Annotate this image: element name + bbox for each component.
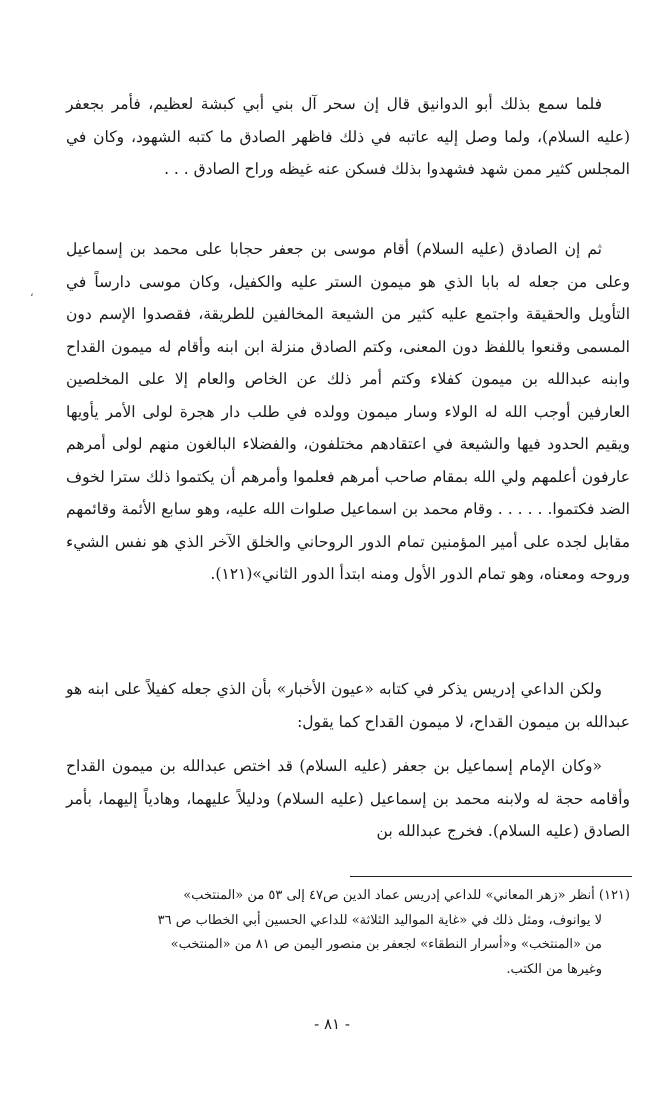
paragraph-3: ولكن الداعي إدريس يذكر في كتابه «عيون الأخبار» بأن الذي جعله كفيلاً على ابنه هو عبدالله بن ميمون القداح، لا ميمون القداح كما يقول: xyxy=(66,680,630,731)
footnote-divider xyxy=(350,876,632,877)
margin-mark: ، xyxy=(30,286,34,299)
footnote-line: (١٢١) أنظر «زهر المعاني» للداعي إدريس عماد الدين ص٤٧ إلى ٥٣ من «المنتخب» xyxy=(183,888,630,903)
paragraph-2: ثم إن الصادق (عليه السلام) أقام موسى بن جعفر حجابا على محمد بن إسماعيل وعلى من جعله له بابا الذي هو ميمون الستر عليه والكفيل، وكان موسى دارساً في التأويل والحقيقة واجتمع عليه كثير من الشيعة المخالفين للطريقة، فقصدوا الإسم دون المسمى وقنعوا باللفظ دون المعنى، وكتم الصادق منزلة ابن ابنه وأقام له ميمون القداح وابنه عبدالله بن ميمون كفلاء وكتم أمر ذلك عن الخاص والعام إلا على المخلصين العارفين أوجب الله له الولاء وسار ميمون وولده في طلب دار هجرة لولى الأمر يأويها ويقيم الحدود فيها والشيعة في اعتقادهم مختلفون، والفضلاء البالغون منهم لولى أمرهم عارفون أعلمهم ولي الله بمقام صاحب أمرهم فعلموا وأمرهم أن يكتموا ذلك سترا لخوف الضد فكتموا. . . . . . وقام محمد بن اسماعيل صلوات الله عليه، وهو سابع الأئمة وقائمهم مقابل لجده على أمير المؤمنين تمام الدور الروحاني والخلق الآخر الذي هو نفس الشيء وروحه ومعناه، وهو تمام الدور الأول ومنه ابتدأ الدور الثاني»(١٢١). xyxy=(66,240,630,583)
footnote-line: وغيرها من الكتب. xyxy=(506,961,602,977)
footnote xyxy=(66,884,630,982)
paragraph-1: فلما سمع بذلك أبو الدوانيق قال إن سحر آل بني أبي كبشة لعظيم، فأمر بجعفر (عليه السلام)، ولما وصل إليه عاتبه في ذلك فاظهر الصادق ما كتبه الشهود، وكان في المجلس كثير ممن شهد فشهدوا بذلك فسكن عنه غيظه وراح الصادق . . . xyxy=(66,95,630,178)
paragraph-4: «وكان الإمام إسماعيل بن جعفر (عليه السلام) قد اختص عبدالله بن ميمون القداح وأقامه حجة له ولابنه محمد بن إسماعيل (عليه السلام) ودليلاً عليهما، وهادياً إليهما، بأمر الصادق (عليه السلام). فخرج عبدالله بن xyxy=(66,757,630,840)
main-text-2 xyxy=(66,233,630,591)
main-text-4 xyxy=(66,750,630,848)
footnote-line: لا يوانوف، ومثل ذلك في «غاية المواليد الثلاثة» للداعي الحسين أبي الخطاب ص ٣٦ xyxy=(157,912,602,928)
page-number: - ٨١ - xyxy=(314,1015,350,1033)
main-text-3 xyxy=(66,673,630,738)
footnote-line: من «المنتخب» و«أسرار النطقاء» لجعفر بن منصور اليمن ص ٨١ من «المنتخب» xyxy=(170,937,602,952)
main-text xyxy=(66,88,630,186)
